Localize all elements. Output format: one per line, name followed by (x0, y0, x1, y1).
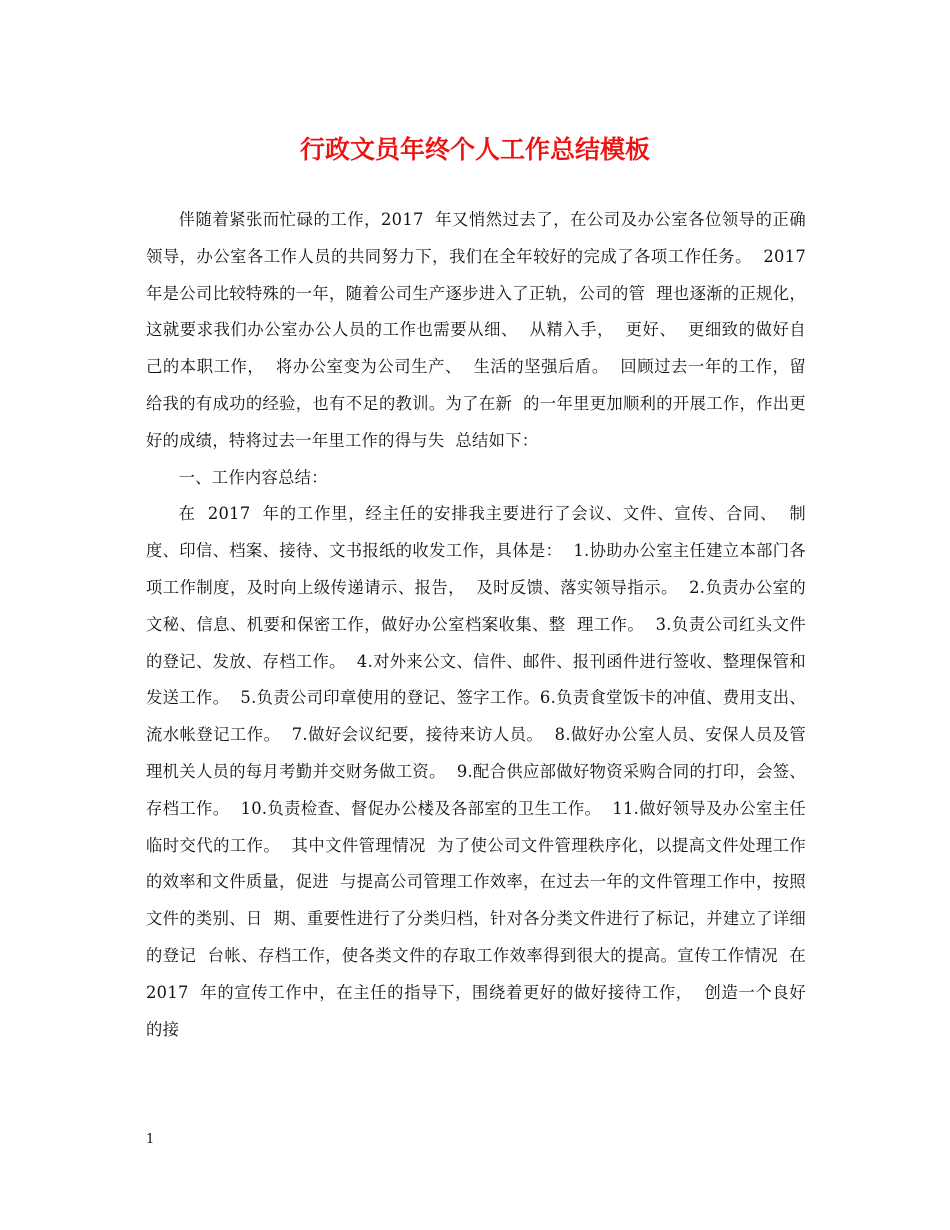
document-title: 行政文员年终个人工作总结模板 (299, 135, 650, 164)
paragraph-intro: 伴随着紧张而忙碌的工作，2017 年又悄然过去了，在公司及办公室各位领导的正确领导，办公室各工作人员的共同努力下，我们在全年较好的完成了各项工作任务。 2017 年是公司比较特殊的一年，随着公司生产逐步进入了正轨，公司的管 理也逐渐的正规化， 这就要求我们办公室办公人员的工作也需要从细、 从精入手， 更好、 更细致的做好自己的本职工作， 将办公室变为公司生产、 生活的坚强后盾。 回顾过去一年的工作，留给我的有成功的经验，也有不足的教训。为了在新 的一年里更加顺利的开展工作，作出更好的成绩，特将过去一年里工作的得与失 总结如下： (146, 210, 817, 450)
section-heading-work-summary: 一、工作内容总结： (178, 467, 328, 487)
paragraph-work-details: 在 2017 年的工作里，经主任的安排我主要进行了会议、文件、宣传、合同、 制度、印信、档案、接待、文书报纸的收发工作，具体是： 1.协助办公室主任建立本部门各项工作制度，及时向上级传递请示、报告， 及时反馈、落实领导指示。 2.负责办公室的文秘、信息、机要和保密工作，做好办公室档案收集、整 理工作。 3.负责公司红头文件的登记、发放、存档工作。 4.对外来公文、信件、邮件、报刊函件进行签收、整理保管和发送工作。 5.负责公司印章使用的登记、签字工作。6.负责食堂饭卡的冲值、费用支出、流水帐登记工作。 7.做好会议纪要，接待来访人员。 8.做好办公室人员、安保人员及管理机关人员的每月考勤并交财务做工资。 9.配合供应部做好物资采购合同的打印，会签、存档工作。 10.负责检查、督促办公楼及各部室的卫生工作。 11.做好领导及办公室主任临时交代的工作。 其中文件管理情况 为了使公司文件管理秩序化，以提高文件处理工作的效率和文件质量，促进 与提高公司管理工作效率，在过去一年的文件管理工作中，按照文件的类别、日 期、重要性进行了分类归档，针对各分类文件进行了标记，并建立了详细的登记 台帐、存档工作，使各类文件的存取工作效率得到很大的提高。宣传工作情况 在 2017 年的宣传工作中，在主任的指导下，围绕着更好的做好接待工作， 创造一个良好的接 (146, 504, 817, 1039)
page-number: 1 (146, 1132, 155, 1147)
document-body (146, 202, 817, 1048)
